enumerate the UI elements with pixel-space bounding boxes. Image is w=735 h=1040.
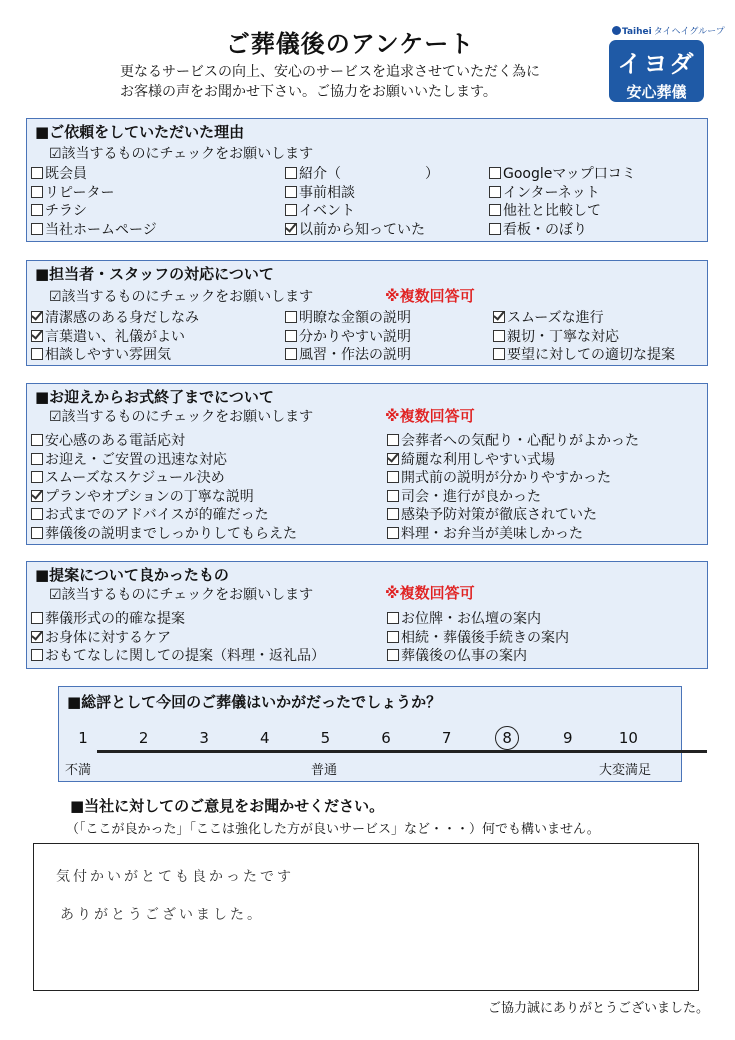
checkbox-label: プランやオプションの丁寧な説明 [45, 488, 254, 505]
checkbox-item[interactable] [489, 219, 587, 239]
checkbox-item[interactable] [285, 307, 411, 327]
checkbox-icon[interactable] [489, 167, 501, 179]
checkbox-item[interactable] [31, 307, 199, 327]
checkbox-icon[interactable] [387, 612, 399, 624]
comment-box[interactable] [33, 843, 699, 991]
checkbox-item[interactable] [493, 344, 675, 364]
section-heading: ■提案について良かったもの [35, 566, 229, 584]
checkbox-item[interactable] [31, 504, 269, 524]
checkbox-label: お身体に対するケア [45, 629, 171, 646]
checkbox-icon[interactable] [31, 223, 43, 235]
checkbox-icon[interactable] [493, 330, 505, 342]
checkbox-label: 風習・作法の説明 [299, 347, 411, 363]
checkbox-icon[interactable] [387, 649, 399, 661]
intro-line-1: 更なるサービスの向上、安心のサービスを追求させていただく為に [120, 64, 540, 80]
checkbox-item[interactable] [31, 182, 114, 202]
checkbox-label: 明瞭な金額の説明 [299, 310, 411, 326]
checkbox-icon[interactable] [31, 453, 43, 465]
checkbox-icon[interactable] [387, 471, 399, 483]
checkbox-label: 葬儀後の説明までしっかりしてもらえた [45, 525, 297, 542]
checkbox-item[interactable] [31, 467, 225, 487]
checkbox-item[interactable] [489, 182, 600, 202]
checkbox-icon[interactable] [387, 490, 399, 502]
checkbox-icon[interactable] [31, 649, 43, 661]
checkbox-item[interactable] [387, 608, 541, 628]
checked-box-icon[interactable] [493, 311, 505, 323]
checkbox-item[interactable] [387, 467, 611, 487]
checked-box-icon[interactable] [387, 453, 399, 465]
logo-name: イヨダ [617, 50, 696, 78]
checkbox-item[interactable] [31, 608, 185, 628]
rating-option[interactable]: 10 [618, 729, 638, 747]
checkbox-label: 他社と比較して [503, 203, 601, 219]
checkbox-item[interactable] [387, 449, 555, 469]
checkbox-icon[interactable] [31, 186, 43, 198]
section-heading: ■お迎えからお式終了までについて [35, 388, 274, 406]
checkbox-icon[interactable] [489, 204, 501, 216]
intro-text [120, 62, 540, 102]
checked-box-icon[interactable] [285, 223, 297, 235]
rating-question: ■総評として今回のご葬儀はいかがだったでしょうか？ [67, 693, 442, 711]
checkbox-label: 葬儀形式の的確な提案 [45, 611, 185, 627]
checkbox-icon[interactable] [31, 434, 43, 446]
checkbox-item[interactable] [285, 163, 439, 183]
intro-line-2: お客様の声をお聞かせ下さい。ご協力をお願いいたします。 [120, 84, 497, 100]
checkbox-label: インターネット [503, 184, 600, 201]
multi-answer-note: ※複数回答可 [385, 584, 475, 602]
checkbox-icon[interactable] [285, 330, 297, 342]
checkbox-icon[interactable] [31, 471, 43, 483]
company-logo [609, 40, 704, 102]
rating-option[interactable]: 5 [320, 729, 331, 747]
brand-name: Taihei [622, 27, 652, 37]
checkbox-label: 葬儀後の仏事の案内 [401, 648, 527, 664]
checkbox-item[interactable] [387, 430, 639, 450]
checkbox-label: お式までのアドバイスが的確だった [45, 507, 269, 523]
checkbox-label: 分かりやすい説明 [299, 328, 411, 345]
checkbox-item[interactable] [387, 504, 597, 524]
rating-option[interactable]: 1 [78, 729, 88, 747]
page-title: ご葬儀後のアンケート [225, 30, 475, 58]
checkbox-label: 料理・お弁当が美味しかった [401, 525, 583, 542]
checkbox-label: 言葉遣い、礼儀がよい [45, 328, 185, 345]
checkbox-label: 会葬者への気配り・心配りがよかった [401, 433, 639, 449]
brand-mark-icon [612, 26, 621, 35]
checkbox-item[interactable] [31, 645, 325, 665]
checked-box-icon[interactable] [31, 490, 43, 502]
rating-mid-label: 普通 [311, 763, 338, 778]
checkbox-item[interactable] [387, 523, 583, 543]
checkbox-icon[interactable] [285, 167, 297, 179]
checkbox-icon[interactable] [493, 348, 505, 360]
section-overall-rating [58, 686, 682, 782]
checkbox-label: お位牌・お仏壇の案内 [401, 611, 541, 627]
checked-box-icon[interactable] [31, 311, 43, 323]
section-heading: ■ご依頼をしていただいた理由 [35, 123, 245, 141]
checkbox-icon[interactable] [31, 612, 43, 624]
rating-option[interactable]: 4 [260, 729, 270, 747]
section-heading: ■担当者・スタッフの対応について [35, 265, 274, 283]
handwritten-comment-line-2: ありがとうございました。 [60, 907, 264, 923]
checkbox-item[interactable] [31, 200, 87, 220]
checkbox-label: スムーズな進行 [507, 310, 604, 326]
checkbox-item[interactable] [31, 163, 87, 183]
checkbox-item[interactable] [493, 326, 619, 346]
checkbox-label: 開式前の説明が分かりやすかった [401, 470, 611, 486]
checkbox-icon[interactable] [285, 311, 297, 323]
checkbox-item[interactable] [285, 344, 411, 364]
checked-box-icon[interactable] [31, 631, 43, 643]
multi-answer-note: ※複数回答可 [385, 407, 475, 425]
checkbox-label: 相談しやすい雰囲気 [45, 347, 171, 363]
checkbox-item[interactable] [31, 627, 171, 647]
checkbox-label: おもてなしに関しての提案（料理・返礼品） [45, 648, 325, 664]
checkbox-item[interactable] [31, 523, 297, 543]
checkbox-label: 清潔感のある身だしなみ [45, 310, 199, 326]
brand-label [612, 24, 725, 37]
checkbox-item[interactable] [387, 645, 527, 665]
checkbox-icon[interactable] [387, 527, 399, 539]
checkbox-label: 以前から知っていた [299, 221, 425, 238]
checkbox-label: 安心感のある電話応対 [45, 433, 185, 449]
checkbox-item[interactable] [489, 163, 636, 183]
checkbox-icon[interactable] [31, 204, 43, 216]
checkbox-icon[interactable] [31, 527, 43, 539]
rating-low-label: 不満 [65, 763, 92, 778]
checkbox-label: お迎え・ご安置の迅速な対応 [45, 451, 227, 468]
checkbox-item[interactable] [285, 219, 425, 239]
checkbox-item[interactable] [493, 307, 604, 327]
checkbox-label: 感染予防対策が徹底されていた [401, 507, 597, 523]
checkbox-label: 当社ホームページ [45, 221, 157, 238]
checkbox-item[interactable] [31, 344, 171, 364]
checkbox-label: 綺麗な利用しやすい式場 [401, 451, 555, 468]
checkbox-item[interactable] [31, 430, 185, 450]
checkbox-item[interactable] [31, 449, 227, 469]
rating-option[interactable]: 6 [381, 729, 391, 747]
checkbox-icon[interactable] [387, 434, 399, 446]
checkbox-label: 相続・葬儀後手続きの案内 [401, 629, 569, 646]
checkbox-label: チラシ [45, 203, 87, 219]
checkbox-icon[interactable] [387, 631, 399, 643]
checkbox-item[interactable] [489, 200, 601, 220]
checkbox-label: 看板・のぼり [503, 221, 587, 238]
checkbox-item[interactable] [285, 182, 355, 202]
footer-thanks: ご協力誠にありがとうございました。 [487, 1001, 709, 1016]
checkbox-label: 司会・進行が良かった [401, 488, 541, 505]
rating-option[interactable]: 3 [199, 729, 209, 747]
checkbox-label: 既会員 [45, 166, 87, 182]
section-ceremony [26, 383, 708, 545]
rating-option[interactable]: 7 [441, 729, 452, 747]
checkbox-label: 親切・丁寧な対応 [507, 328, 619, 345]
checkbox-item[interactable] [285, 200, 355, 220]
section-instruction: ☑該当するものにチェックをお願いします [49, 289, 314, 305]
checked-box-icon[interactable] [31, 330, 43, 342]
section-staff-response [26, 260, 708, 366]
checkbox-label: 事前相談 [299, 184, 355, 201]
checkbox-label: 要望に対しての適切な提案 [507, 347, 675, 363]
opinion-subtext: （「ここが良かった」「ここは強化した方が良いサービス」など・・・）何でも構いません。 [66, 822, 600, 837]
checkbox-label: スムーズなスケジュール決め [45, 470, 225, 486]
multi-answer-note: ※複数回答可 [385, 287, 475, 305]
checkbox-icon[interactable] [31, 348, 43, 360]
section-instruction: ☑該当するものにチェックをお願いします [49, 587, 314, 603]
checkbox-icon[interactable] [285, 348, 297, 360]
brand-sub: タイヘイグループ [653, 27, 725, 37]
rating-scale-line [97, 750, 707, 753]
checkbox-icon[interactable] [31, 508, 43, 520]
checkbox-icon[interactable] [387, 508, 399, 520]
rating-option[interactable]: 9 [563, 729, 573, 747]
checkbox-item[interactable] [285, 326, 411, 346]
checkbox-icon[interactable] [285, 204, 297, 216]
opinion-heading: ■当社に対してのご意見をお聞かせください。 [70, 797, 385, 815]
checkbox-item[interactable] [31, 326, 185, 346]
checkbox-item[interactable] [31, 219, 157, 239]
logo-tagline: 安心葬儀 [626, 83, 687, 101]
handwritten-comment-line-1: 気付かいがとても良かったです [56, 869, 294, 885]
section-instruction: ☑該当するものにチェックをお願いします [49, 146, 314, 162]
checkbox-icon[interactable] [31, 167, 43, 179]
checkbox-label: リピーター [45, 184, 115, 201]
section-request-reason [26, 118, 708, 242]
rating-option[interactable]: 2 [138, 729, 149, 747]
rating-high-label: 大変満足 [599, 763, 652, 778]
checkbox-item[interactable] [387, 486, 541, 506]
checkbox-icon[interactable] [285, 186, 297, 198]
checkbox-icon[interactable] [489, 186, 501, 198]
checkbox-item[interactable] [387, 627, 569, 647]
rating-option-selected[interactable]: 8 [495, 726, 519, 750]
checkbox-label: Googleマップ口コミ [503, 166, 636, 182]
section-instruction: ☑該当するものにチェックをお願いします [49, 409, 314, 425]
checkbox-label: イベント [299, 203, 355, 219]
checkbox-label: 紹介（ ） [299, 166, 439, 182]
checkbox-icon[interactable] [489, 223, 501, 235]
checkbox-item[interactable] [31, 486, 254, 506]
section-proposal [26, 561, 708, 669]
